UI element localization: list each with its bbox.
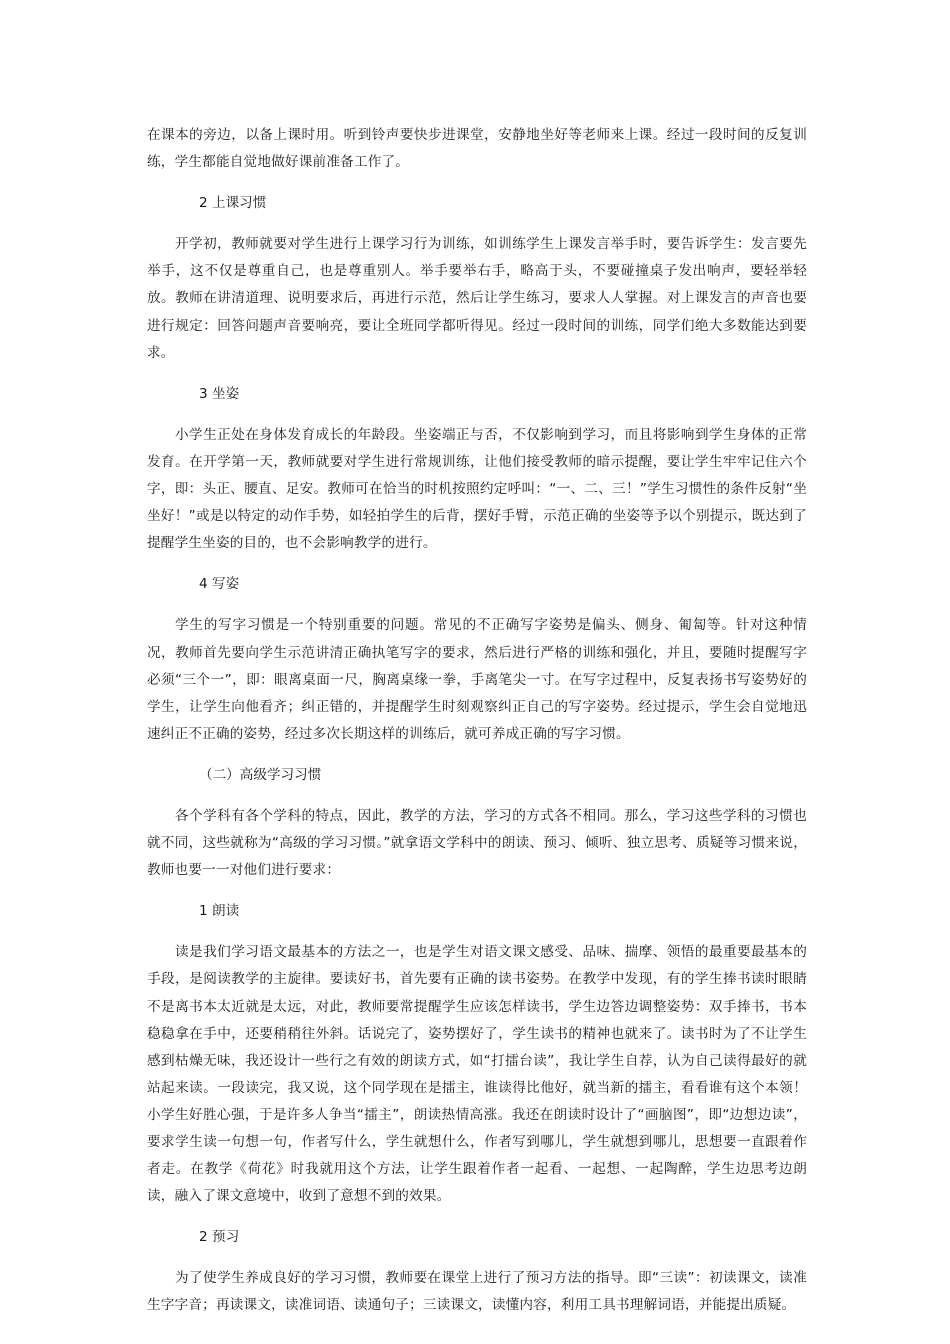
paragraph-writing-posture: 学生的写字习惯是一个特别重要的问题。常见的不正确写字姿势是偏头、侧身、匍匐等。针对这种情况，教师首先要向学生示范讲清正确执笔写字的要求，然后进行严格的训练和强化，并且，要随时提醒写字必须“三个一”，即：眼离桌面一尺，胸离桌缘一拳，手离笔尖一寸。在写字过程中，反复表扬书写姿势好的学生，让学生向他看齐；纠正错的，并提醒学生时刻观察纠正自己的写字姿势。经过提示，学生会自觉地迅速纠正不正确的姿势，经过多次长期这样的训练后，就可养成正确的写字习惯。 xyxy=(147,617,807,742)
paragraph-preview: 为了使学生养成良好的学习习惯，教师要在课堂上进行了预习方法的指导。即“三读”：初读课文，读准生字字音；再读课文，读准词语、读通句子；三读课文，读懂内容，利用工具书理解词语，并能提出质疑。 xyxy=(147,1270,807,1314)
heading-advanced-habits: （二）高级学习习惯 xyxy=(199,766,322,783)
paragraph-advanced-habits: 各个学科有各个学科的特点，因此，教学的方法，学习的方式各不相同。那么，学习这些学科的习惯也就不同，这些就称为“高级的学习习惯。”就拿语文学科中的朗读、预习、倾听、独立思考、质疑等习惯来说，教师也要一一对他们进行要求： xyxy=(147,807,807,879)
paragraph-class-habits: 开学初，教师就要对学生进行上课学习行为训练，如训练学生上课发言举手时，要告诉学生：发言要先举手，这不仅是尊重自己，也是尊重别人。举手要举右手，略高于头，不要碰撞桌子发出响声，要轻举轻放。教师在讲清道理、说明要求后，再进行示范，然后让学生练习，要求人人掌握。对上课发言的声音也要进行规定：回答问题声音要响亮，要让全班同学都听得见。经过一段时间的训练，同学们绝大多数能达到要求。 xyxy=(147,236,807,361)
paragraph-sitting-posture: 小学生正处在身体发育成长的年龄段。坐姿端正与否，不仅影响到学习，而且将影响到学生身体的正常发育。在开学第一天，教师就要对学生进行常规训练，让他们接受教师的暗示提醒，要让学生牢牢记住六个字，即：头正、腰直、足安。教师可在恰当的时机按照约定呼叫：“一、二、三！”学生习惯性的条件反射“坐坐好！”或是以特定的动作手势，如轻拍学生的后背，摆好手臂，示范正确的坐姿等予以个别提示，既达到了提醒学生坐姿的目的，也不会影响教学的进行。 xyxy=(147,426,807,552)
heading-reading-aloud: 1 朗读 xyxy=(199,903,240,920)
document-page xyxy=(147,122,807,1320)
heading-class-habits: 2 上课习惯 xyxy=(199,195,267,212)
heading-preview: 2 预习 xyxy=(199,1229,240,1246)
heading-writing-posture: 4 写姿 xyxy=(199,576,240,593)
paragraph-intro-continued: 在课本的旁边，以备上课时用。听到铃声要快步进课堂，安静地坐好等老师来上课。经过一段时间的反复训练，学生都能自觉地做好课前准备工作了。 xyxy=(147,127,807,171)
heading-sitting-posture: 3 坐姿 xyxy=(199,385,240,402)
paragraph-reading-aloud: 读是我们学习语文最基本的方法之一，也是学生对语文课文感受、品味、揣摩、领悟的最重要最基本的手段，是阅读教学的主旋律。要读好书，首先要有正确的读书姿势。在教学中发现，有的学生捧书读时眼睛不是离书本太近就是太远，对此，教师要常提醒学生应该怎样读书，学生边答边调整姿势：双手捧书，书本稳稳拿在手中，还要稍稍往外斜。话说完了，姿势摆好了，学生读书的精神也就来了。读书时为了不让学生感到枯燥无味，我还设计一些行之有效的朗读方式，如“打擂台读”，我让学生自荐，认为自己读得最好的就站起来读。一段读完，我又说，这个同学现在是擂主，谁读得比他好，就当新的擂主，看看谁有这个本领！小学生好胜心强，于是许多人争当“擂主”，朗读热情高涨。我还在朗读时设计了“画脑图”，即“边想边读”，要求学生读一句想一句，作者写什么，学生就想什么，作者写到哪儿，学生就想到哪儿，思想要一直跟着作者走。在教学《荷花》时我就用这个方法，让学生跟着作者一起看、一起想、一起陶醉，学生边思考边朗读，融入了课文意境中，收到了意想不到的效果。 xyxy=(147,944,807,1205)
